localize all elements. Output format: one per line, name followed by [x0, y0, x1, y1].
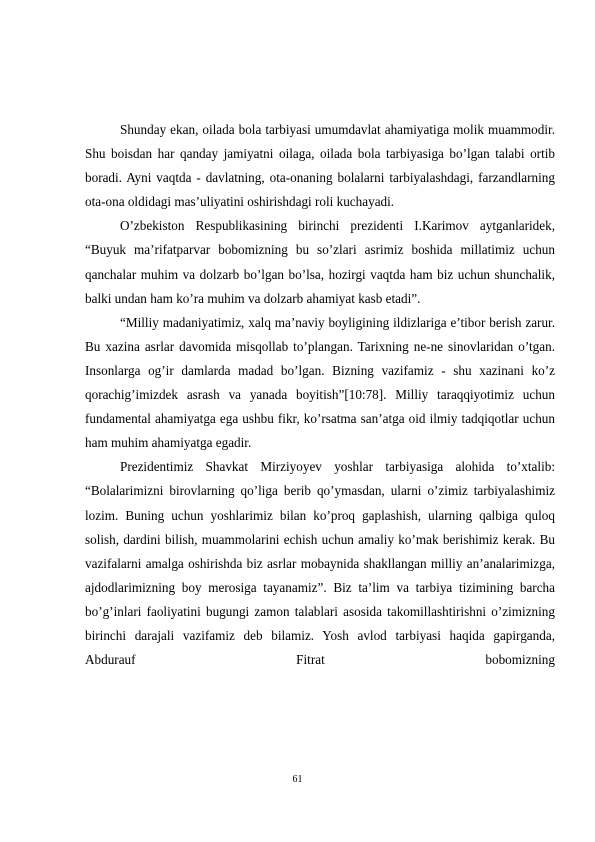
page-number: 61 — [292, 774, 303, 785]
body-text — [85, 118, 555, 672]
paragraph-1: Shunday ekan, oilada bola tarbiyasi umumdavlat ahamiyatiga molik muammodir. Shu boisdan har qanday jamiyatni oilaga, oilada bola tarbiyasiga bo’lgan talabi ortib boradi. Ayni vaqtda - davlatning, ota-onaning bolalarni tarbiyalashdagi, farzandlarning ota-ona oldidagi mas’uliyatini oshirishdagi roli kuchayadi. — [85, 122, 555, 210]
paragraph-2: O’zbekiston Respublikasining birinchi prezidenti I.Karimov aytganlaridek, “Buyuk ma’rifatparvar bobomizning bu so’zlari asrimiz boshida millatimiz uchun qanchalar muhim va dolzarb bo’lgan bo’lsa, hozirgi vaqtda ham biz uchun shunchalik, balki undan ham ko’ra muhim va dolzarb ahamiyat kasb etadi”. — [85, 218, 555, 306]
paragraph-3: “Milliy madaniyatimiz, xalq ma’naviy boyligining ildizlariga e’tibor berish zarur. Bu xazina asrlar davomida misqollab to’plangan. Tarixning ne-ne sinovlaridan o’tgan. Insonlarga og’ir damlarda madad bo’lgan. Bizning vazifamiz - shu xazinani ko’z qorachig’imizdek asrash va yanada boyitish”[10:78]. Milliy taraqqiyotimiz uchun fundamental ahamiyatga ega ushbu fikr, ko’rsatma san’atga oid ilmiy tadqiqotlar uchun ham muhim ahamiyatga egadir. — [85, 314, 555, 451]
paragraph-4: Prezidentimiz Shavkat Mirziyoyev yoshlar tarbiyasiga alohida to’xtalib: “Bolalarimizni birovlarning qo’liga berib qo’ymasdan, ularni o’zimiz tarbiyalashimiz lozim. Buning uchun yoshlarimiz bilan ko’proq gaplashish, ularning qalbiga quloq solish, dardini bilish, muammolarini echish uchun amaliy ko’mak berishimiz kerak. Bu vazifalarni amalga oshirishda biz asrlar mobaynida shakllangan milliy an’analarimizga, ajdodlarimizning boy merosiga tayanamiz”. Biz ta’lim va tarbiya tizimining barcha bo’g’inlari faoliyatini bugungi zamon talablari asosida takomillashtirishni o’zimizning birinchi darajali vazifamiz deb bilamiz. Yosh avlod tarbiyasi haqida gapirganda, Abdurauf Fitrat bobomizning — [85, 459, 555, 668]
